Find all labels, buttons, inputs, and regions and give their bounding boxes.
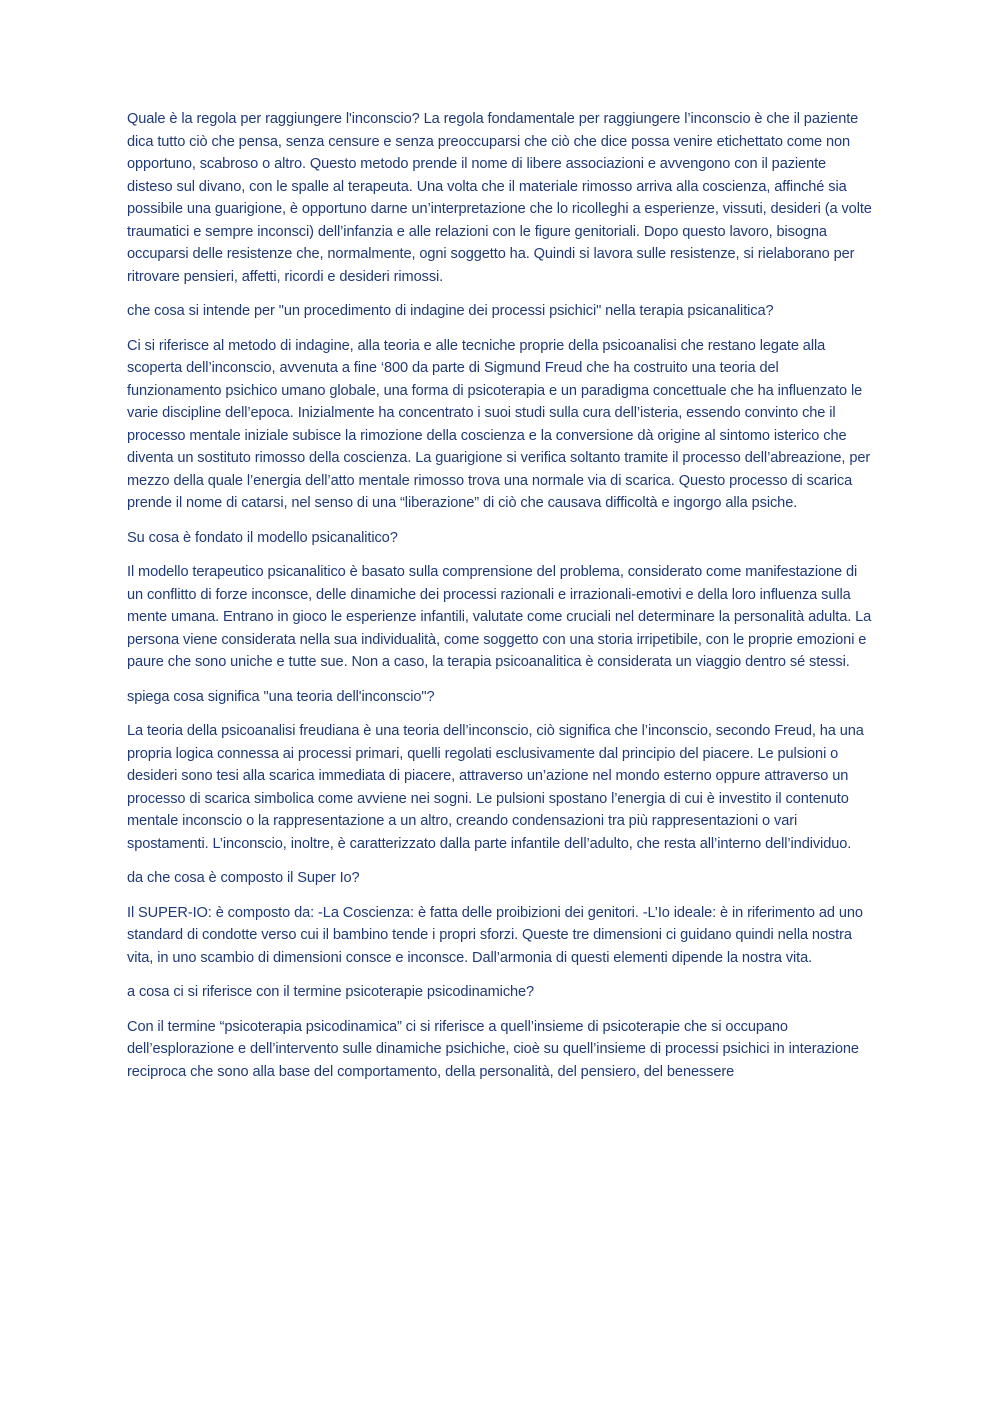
question-paragraph: a cosa ci si riferisce con il termine psicoterapie psicodinamiche?	[127, 984, 535, 1000]
question-paragraph: da che cosa è composto il Super Io?	[127, 870, 360, 886]
answer-paragraph: Con il termine “psicoterapia psicodinamica” ci si riferisce a quell’insieme di psicoterapie che si occupano dell’esplorazione e dell’intervento sulle dinamiche psichiche, cioè su quell’insieme di processi psichici in interazione reciproca che sono alla base del comportamento, della personalità, del pensiero, del benessere	[127, 1018, 859, 1080]
answer-paragraph: Quale è la regola per raggiungere l'inconscio? La regola fondamentale per raggiungere l’inconscio è che il paziente dica tutto ciò che pensa, senza censure e senza preoccuparsi che ciò che dice possa venire etichettato come non opportuno, scabroso o altro. Questo metodo prende il nome di libere associazioni e avvengono con il paziente disteso sul divano, con le spalle al terapeuta. Una volta che il materiale rimosso arriva alla coscienza, affinché sia possibile una guarigione, è opportuno darne un’interpretazione che lo ricolleghi a esperienze, vissuti, desideri (a volte traumatici e sempre inconsci) dell’infanzia e alle relazioni con le figure genitoriali. Dopo questo lavoro, bisogna occuparsi delle resistenze che, normalmente, ogni soggetto ha. Quindi si lavora sulle resistenze, si rielaborano per ritrovare pensieri, affetti, ricordi e desideri rimossi.	[127, 111, 872, 285]
answer-paragraph: Il modello terapeutico psicanalitico è basato sulla comprensione del problema, considerato come manifestazione di un conflitto di forze inconsce, delle dinamiche dei processi razionali e irrazionali-emotivi e della loro influenza sulla mente umana. Entrano in gioco le esperienze infantili, valutate come cruciali nel determinare la personalità adulta. La persona viene considerata nella sua individualità, come soggetto con una storia irripetibile, con le proprie emozioni e paure che sono uniche e tutte sue. Non a caso, la terapia psicoanalitica è considerata un viaggio dentro sé stessi.	[127, 564, 872, 670]
answer-paragraph: Il SUPER-IO: è composto da: -La Coscienza: è fatta delle proibizioni dei genitori. -L’Io ideale: è in riferimento ad uno standard di condotte verso cui il bambino tende i propri sforzi. Queste tre dimensioni ci guidano quindi nella nostra vita, in uno scambio di dimensioni consce e inconsce. Dall’armonia di questi elementi dipende la nostra vita.	[127, 904, 863, 966]
document-page	[127, 108, 872, 1095]
answer-paragraph: Ci si riferisce al metodo di indagine, alla teoria e alle tecniche proprie della psicoanalisi che restano legate alla scoperta dell’inconscio, avvenuta a fine ‘800 da parte di Sigmund Freud che ha costruito una teoria del funzionamento psichico umano globale, una forma di psicoterapia e un paradigma concettuale che ha influenzato le varie discipline dell’epoca. Inizialmente ha concentrato i suoi studi sulla cura dell’isteria, essendo convinto che il processo mentale iniziale subisce la rimozione della coscienza e la conversione dà origine al sintomo isterico che diventa un sostituto rimosso della coscienza. La guarigione si verifica soltanto tramite il processo dell’abreazione, per mezzo della quale l’energia dell’atto mentale rimosso trova una normale via di scarica. Questo processo di scarica prende il nome di catarsi, nel senso di una “liberazione” di ciò che causava difficoltà e ingorgo alla psiche.	[127, 337, 871, 511]
question-paragraph: spiega cosa significa "una teoria dell'inconscio"?	[127, 688, 435, 705]
question-paragraph: che cosa si intende per "un procedimento di indagine dei processi psichici" nella terapia psicanalitica?	[127, 303, 774, 319]
answer-paragraph: La teoria della psicoanalisi freudiana è una teoria dell’inconscio, ciò significa che l’inconscio, secondo Freud, ha una propria logica connessa ai processi primari, quelli regolati esclusivamente dal principio del piacere. Le pulsioni o desideri sono tesi alla scarica immediata di piacere, attraverso un’azione nel mondo esterno oppure attraverso un processo di scarica simbolica come avviene nei sogni. Le pulsioni spostano l’energia di cui è investito il contenuto mentale inconscio o la rappresentazione a un altro, creando condensazioni tra più rappresentazioni o vari spostamenti. L’inconscio, inoltre, è caratterizzato dalla parte infantile dell’adulto, che resta all’interno dell’individuo.	[127, 723, 864, 852]
question-paragraph: Su cosa è fondato il modello psicanalitico?	[127, 529, 398, 546]
